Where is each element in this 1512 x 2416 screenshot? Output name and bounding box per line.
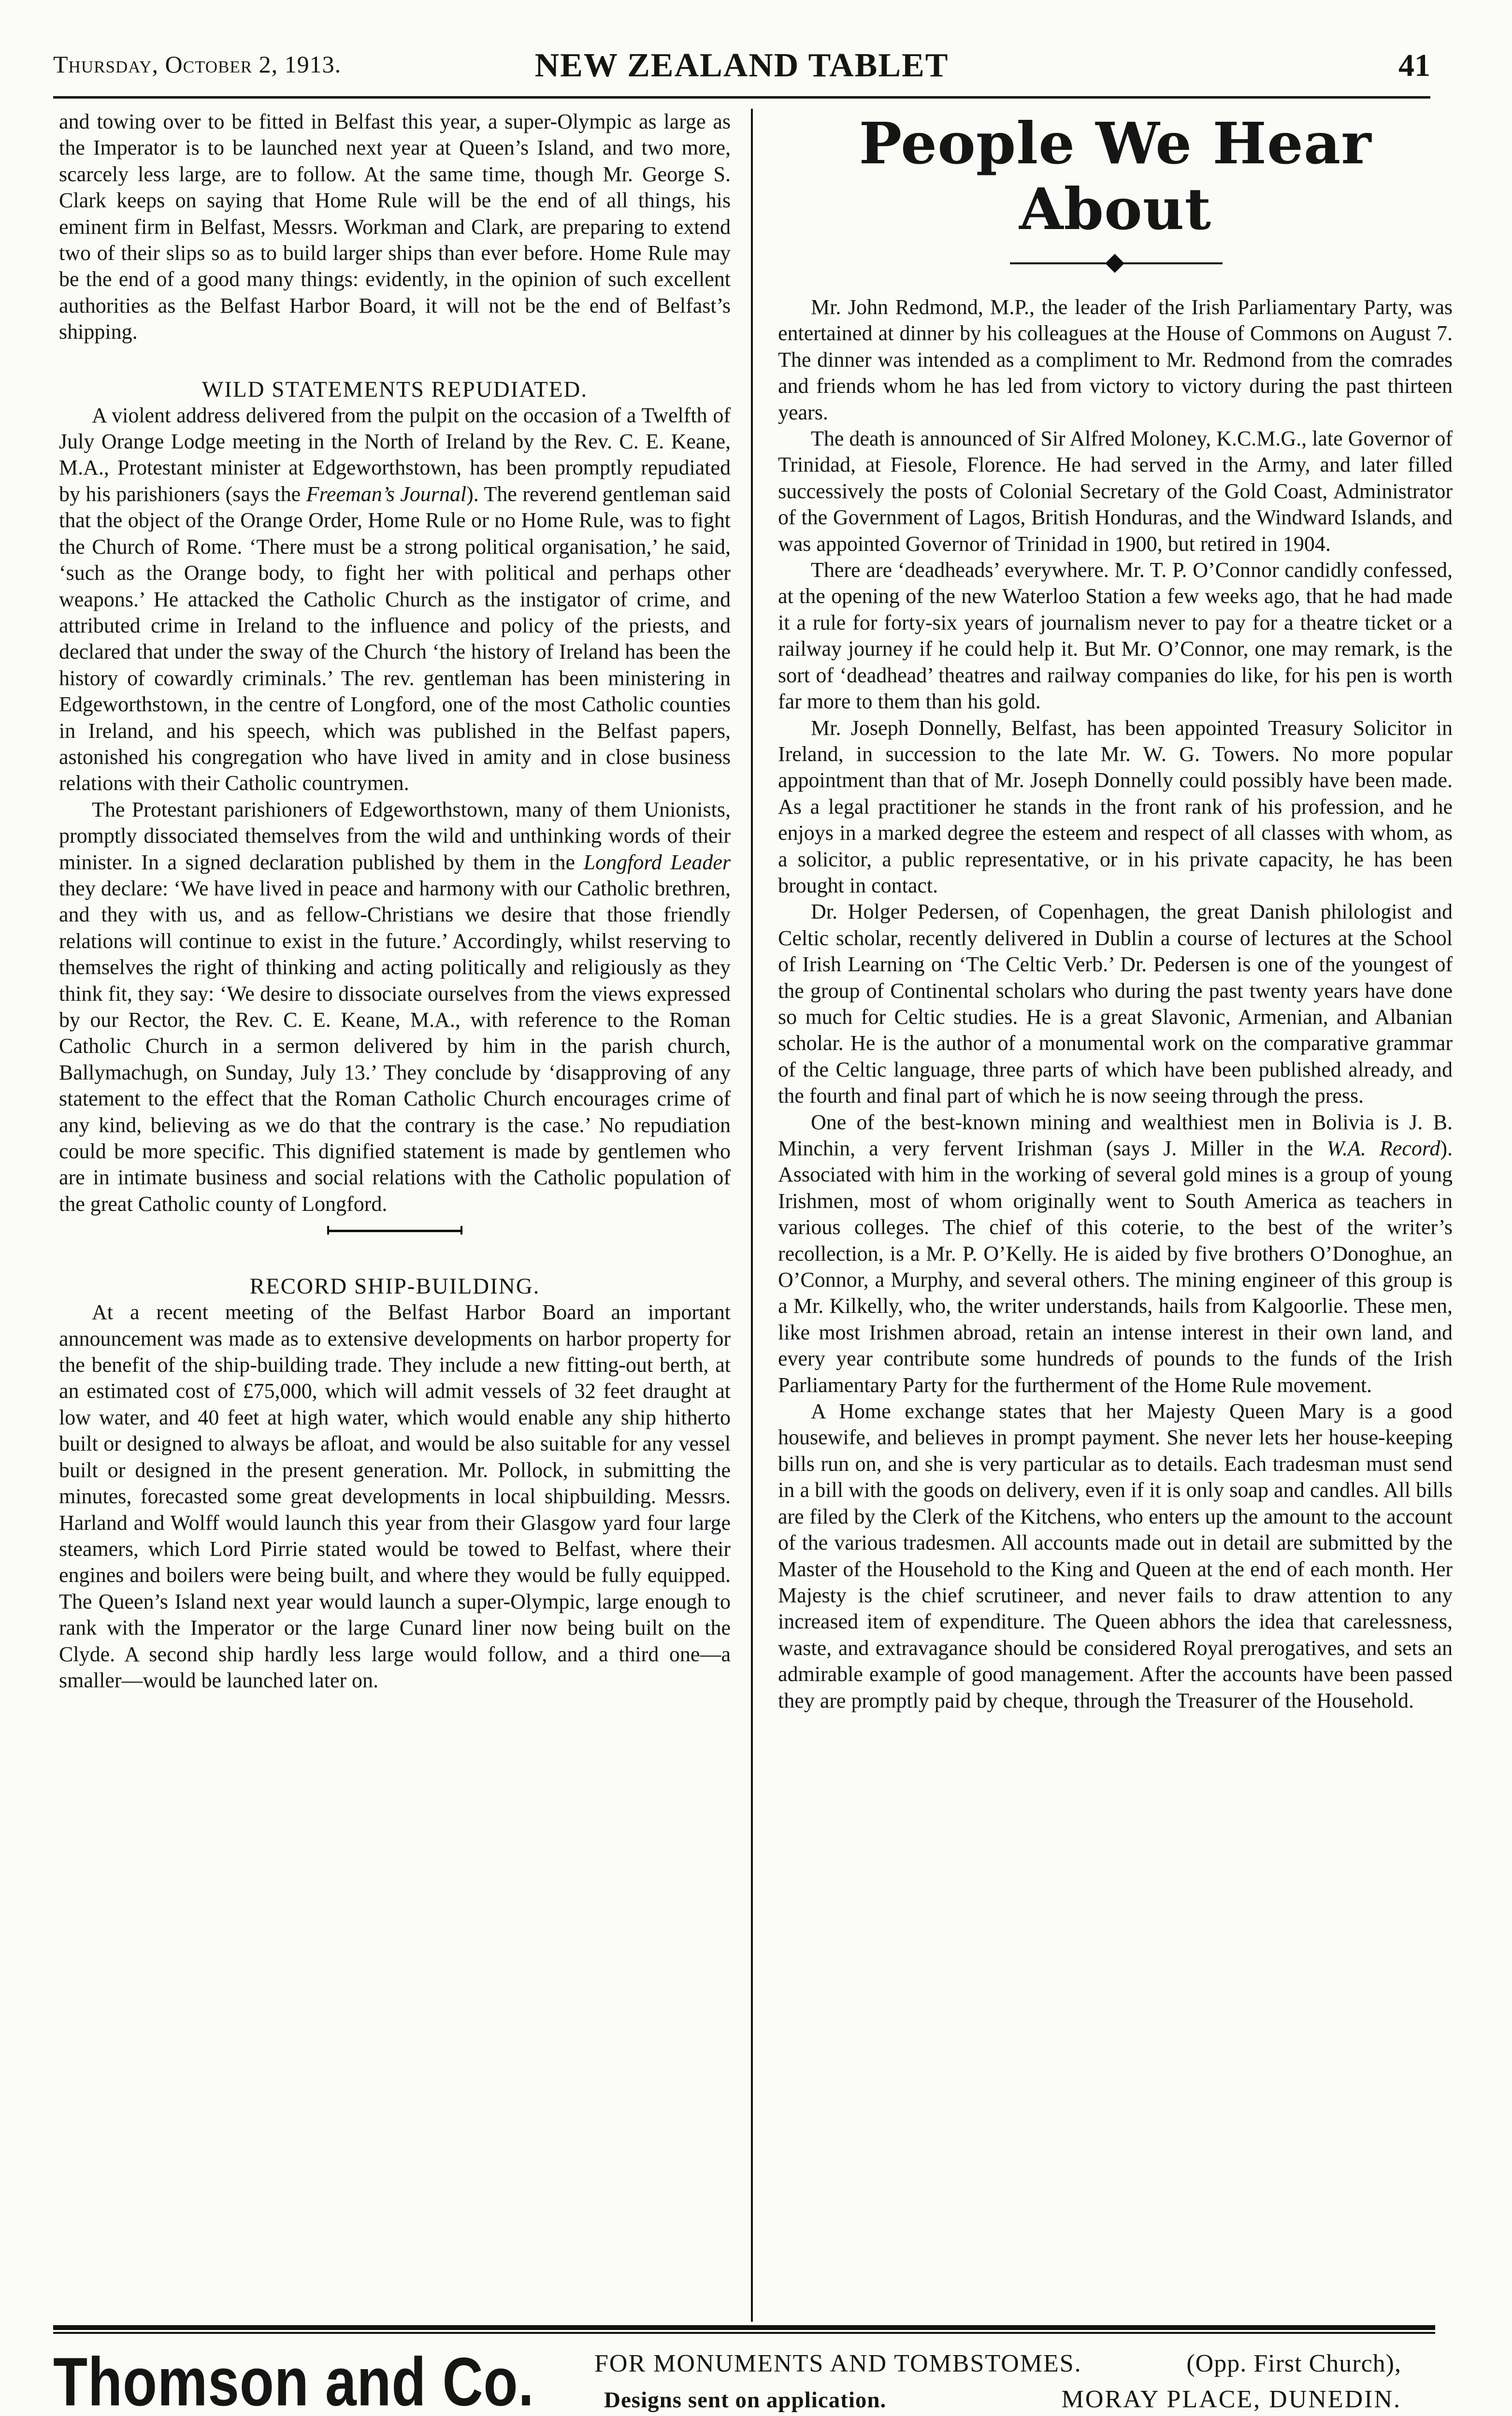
publication-title: NEW ZEALAND TABLET <box>534 47 949 84</box>
header-rule <box>53 96 1430 99</box>
column-divider <box>751 109 753 2322</box>
column-title-people-we-hear-about: People We Hear About <box>859 110 1372 243</box>
text-run: One of the best-known mining and wealthiest men in Bolivia is J. B. Minchin, a very fervent Irishman (says J. Miller in the <box>778 1110 1453 1160</box>
title-ornament <box>778 253 1453 275</box>
left-column <box>59 109 731 1694</box>
advertisement-footer <box>53 2325 1435 2416</box>
page-number: 41 <box>1398 48 1430 83</box>
ad-service: FOR MONUMENTS AND TOMBSTOMES. <box>594 2350 1082 2377</box>
footer-rule-thin <box>53 2332 1435 2334</box>
right-column <box>778 109 1453 1714</box>
newspaper-title: W.A. Record <box>1326 1136 1440 1160</box>
wild-statements-paragraph-1 <box>59 403 731 797</box>
ad-location-note: (Opp. First Church), <box>1186 2350 1401 2377</box>
item-moloney: The death is announced of Sir Alfred Moloney, K.C.M.G., late Governor of Trinidad, at Fiesole, Florence. He had served in the Army, and later filled successively the posts of Colonial Secretary of the Gold Coast, Administrator of the Government of Lagos, British Honduras, and the Windward Islands, and was appointed Governor of Trinidad in 1900, but retired in 1904. <box>778 427 1453 556</box>
ad-designs-note: Designs sent on application. <box>604 2387 887 2413</box>
newspaper-title: Longford Leader <box>583 850 731 874</box>
item-deadheads: There are ‘deadheads’ everywhere. Mr. T. P. O’Connor candidly confessed, at the opening of the new Waterloo Station a few weeks ago, that he had made it a rule for forty-six years of journalism never to pay for a theatre ticket or a railway journey if he could help it. But Mr. O’Connor, one may remark, is the sort of ‘deadhead’ theatres and railway companies do like, for his pen is worth far more to them than his gold. <box>778 558 1453 714</box>
continued-article-text: and towing over to be fitted in Belfast this year, a super-Olympic as large as the Imperator is to be launched next year at Queen’s Island, and two more, scarcely less large, are to follow. At the same time, though Mr. George S. Clark keeps on saying that Home Rule will be the end of all things, his eminent firm in Belfast, Messrs. Workman and Clark, are preparing to extend two of their slips so as to build larger ships than ever before. Home Rule may be the end of a good many things: evidently, in the opinion of such excellent authorities as the Belfast Harbor Board, it will not be the end of Belfast’s shipping. <box>59 110 731 344</box>
ad-address: MORAY PLACE, DUNEDIN. <box>1061 2386 1401 2413</box>
section-heading-record-ship-building: RECORD SHIP-BUILDING. <box>249 1274 540 1299</box>
advertiser-name: Thomson and Co. <box>53 2344 534 2416</box>
item-redmond: Mr. John Redmond, M.P., the leader of the Irish Parliamentary Party, was entertained at dinner by his colleagues at the House of Commons on August 7. The dinner was intended as a compliment to Mr. Redmond from the comrades and friends whom he has led from victory to victory during the past thirteen years. <box>778 295 1453 424</box>
record-ship-building-paragraph: At a recent meeting of the Belfast Harbor Board an important announcement was made as to extensive developments on harbor property for the benefit of the ship-building trade. They include a new fitting-out berth, at an estimated cost of £75,000, which will admit vessels of 32 feet draught at low water, and 40 feet at high water, which would enable any ship hitherto built or designed to always be afloat, and would be also suitable for any vessel built or designed in the present generation. Mr. Pollock, in submitting the minutes, forecasted some great developments in local shipbuilding. Messrs. Harland and Wolff would launch this year from their Glasgow yard four large steamers, which Lord Pirrie stated would be towed to Belfast, where their engines and boilers were being built, and where they would be fully equipped. The Queen’s Island next year would launch a super-Olympic, large enough to rank with the Imperator or the large Cunard liner now being built on the Clyde. A second ship hardly less large would follow, and a third one—a smaller—would be launched later on. <box>59 1300 731 1692</box>
item-minchin <box>778 1109 1453 1398</box>
wild-statements-paragraph-2 <box>59 797 731 1218</box>
text-run: ). Associated with him in the working of several gold mines is a group of young Irishmen, most of whom originally went to South America as teachers in various colleges. The chief of this coterie, to the best of the writer’s recollection, is a Mr. P. O’Kelly. He is aided by five brothers O’Donoghue, an O’Connor, a Murphy, and several others. The mining engineer of this group is a Mr. Kilkelly, who, the writer understands, hails from Kalgoorlie. These men, like most Irishmen abroad, retain an intense interest in their own land, and every year contribute some hundreds of pounds to the funds of the Irish Parliamentary Party for the furtherment of the Home Rule movement. <box>778 1136 1453 1397</box>
item-pedersen: Dr. Holger Pedersen, of Copenhagen, the great Danish philologist and Celtic scholar, recently delivered in Dublin a course of lectures at the School of Irish Learning on ‘The Celtic Verb.’ Dr. Pedersen is one of the youngest of the group of Continental scholars who during the past twenty years have done so much for Celtic studies. He is a great Slavonic, Armenian, and Albanian scholar. He is the author of a monumental work on the comparative grammar of the Celtic language, three parts of which have been published already, and the fourth and final part of which he is now seeing through the press. <box>778 900 1453 1108</box>
footer-rule-thick <box>53 2325 1435 2330</box>
text-run: ). The reverend gentleman said that the object of the Orange Order, Home Rule or no Home Rule, was to fight the Church of Rome. ‘There must be a strong political organisation,’ he said, ‘such as the Orange body, to fight her with political and perhaps other weapons.’ He attacked the Catholic Church as the instigator of crime, and attributed crime in Ireland to the influence and policy of the priests, and declared that under the sway of the Church ‘the history of Ireland has been the history of cowardly criminals.’ The rev. gentleman has been ministering in Edgeworthstown, in the centre of Longford, one of the most Catholic counties in Ireland, and his speech, which was published in the Belfast papers, astonished his congregation who have lived in amity and in close business relations with their Catholic countrymen. <box>59 482 731 795</box>
text-run: The Protestant parishioners of Edgeworthstown, many of them Unionists, promptly dissociated themselves from the wild and unthinking words of their minister. In a signed declaration published by them in the <box>59 797 731 874</box>
text-run: they declare: ‘We have lived in peace and harmony with our Catholic brethren, and they with us, and as fellow-Christians we desire that those friendly relations will continue to exist in the future.’ Accordingly, whilst reserving to themselves the right of thinking and acting politically and religiously as they think fit, they say: ‘We desire to dissociate ourselves from the views expressed by our Rector, the Rev. C. E. Keane, M.A., with reference to the Roman Catholic Church in a sermon delivered by him in the parish church, Ballymachugh, on Sunday, July 13.’ They conclude by ‘disapproving of any statement to the effect that the Roman Catholic Church encourages crime of any kind, believing as we do that the contrary is the case.’ No repudiation could be more specific. This dignified statement is made by gentlemen who are in intimate business and social relations with the Catholic population of the great Catholic county of Longford. <box>59 876 731 1216</box>
section-heading-wild-statements: WILD STATEMENTS REPUDIATED. <box>202 376 588 402</box>
item-donnelly: Mr. Joseph Donnelly, Belfast, has been appointed Treasury Solicitor in Ireland, in succession to the late Mr. W. G. Towers. No more popular appointment than that of Mr. Joseph Donnelly could possibly have been made. As a legal practitioner he stands in the front rank of his profession, and he enjoys in a marked degree the esteem and respect of all classes with whom, as a solicitor, a public representative, or in his private capacity, he has been brought in contact. <box>778 716 1453 897</box>
newspaper-title: Freeman’s Journal <box>306 482 467 506</box>
section-separator <box>59 1217 731 1244</box>
text-run: A violent address delivered from the pulpit on the occasion of a Twelfth of July Orange Lodge meeting in the North of Ireland by the Rev. C. E. Keane, M.A., Protestant minister at Edgeworthstown, has been promptly repudiated by his parishioners (says the <box>59 403 731 506</box>
page-header <box>53 44 1430 99</box>
item-queen-mary: A Home exchange states that her Majesty Queen Mary is a good housewife, and believes in prompt payment. She never lets her house-keeping bills run on, and she is very particular as to details. Each tradesman must send in a bill with the goods on delivery, even if it is only soap and candles. All bills are filed by the Clerk of the Kitchens, who enters up the amount to the account of the various tradesmen. All accounts made out in detail are submitted by the Master of the Household to the King and Queen at the end of each month. Her Majesty is the chief scrutineer, and never fails to draw attention to any increased item of expenditure. The Queen abhors the idea that carelessness, waste, and extravagance should be considered Royal prerogatives, and sets an admirable example of good management. After the accounts have been passed they are promptly paid by cheque, through the Treasurer of the Household. <box>778 1399 1453 1712</box>
issue-date: Thursday, October 2, 1913. <box>53 51 342 78</box>
